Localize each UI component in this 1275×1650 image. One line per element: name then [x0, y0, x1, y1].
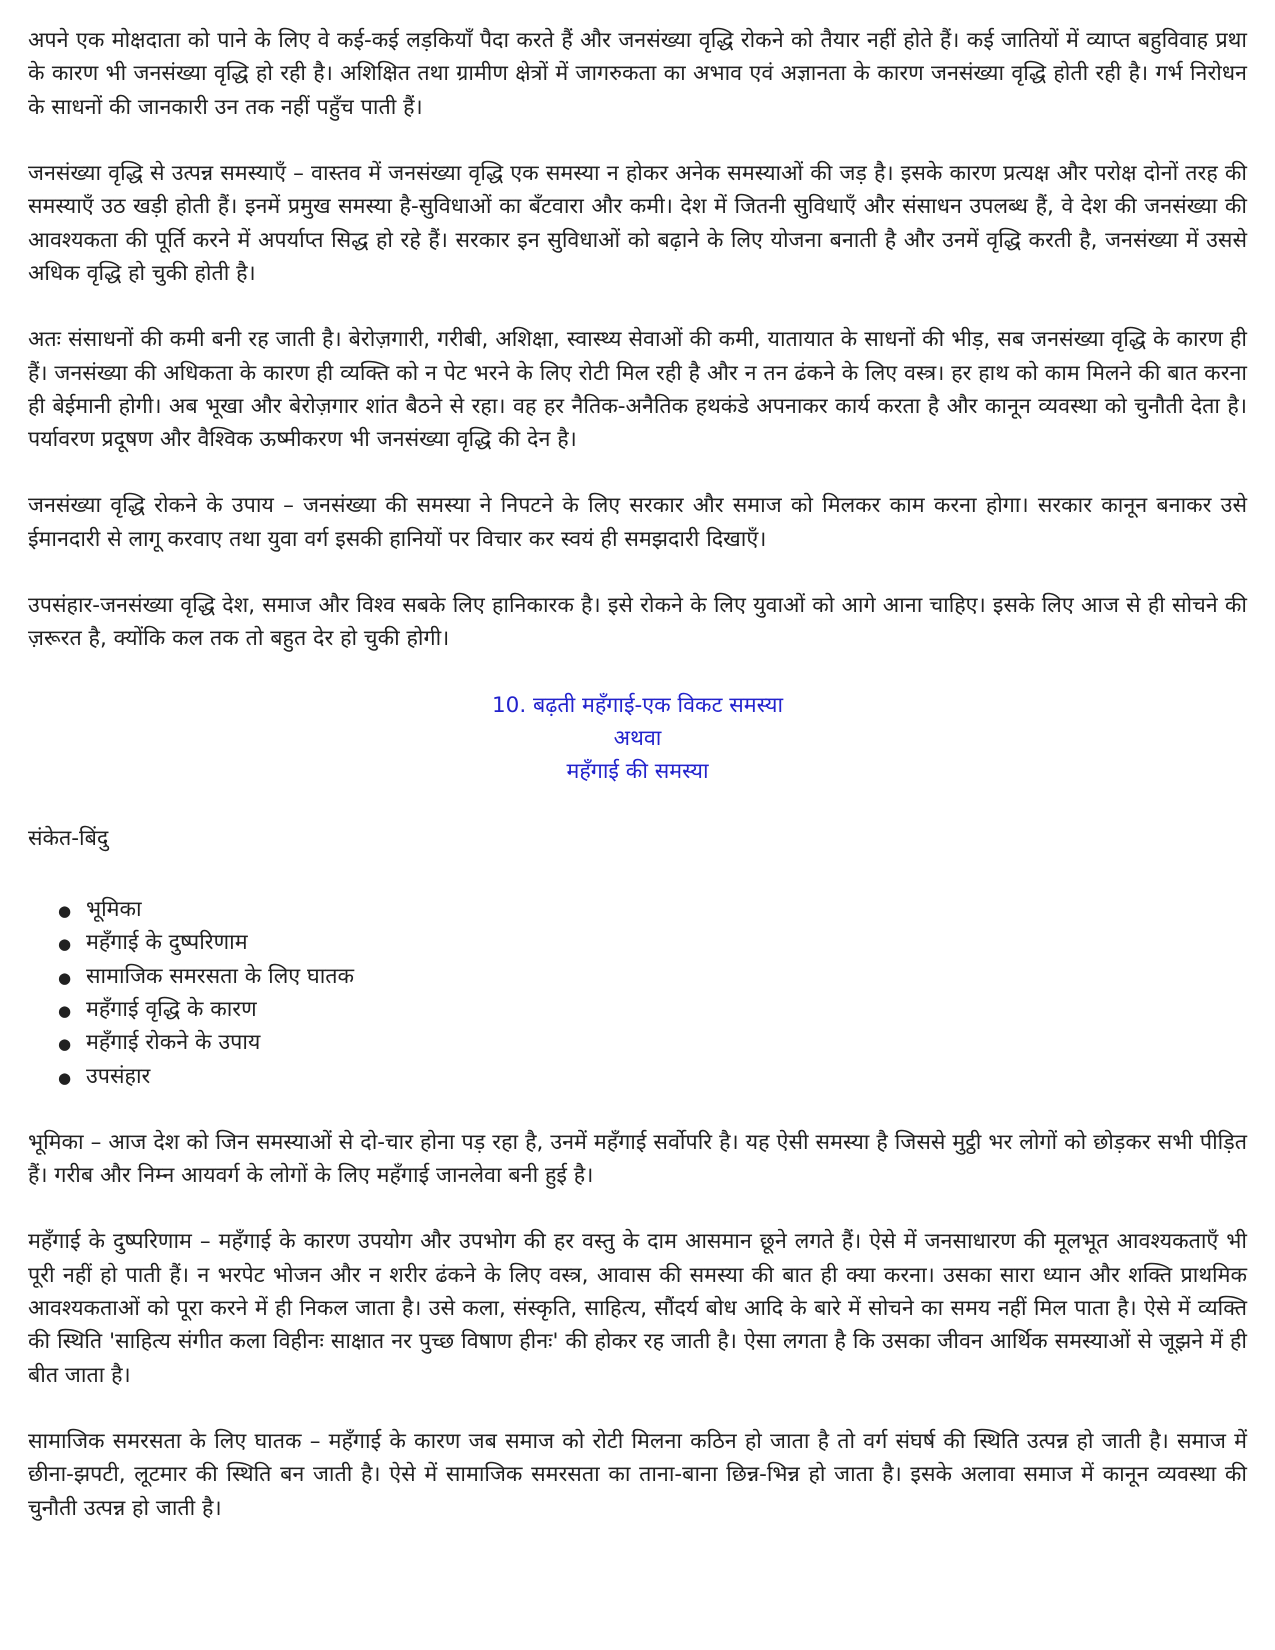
essay-heading — [28, 689, 1247, 789]
bullet-dot-icon: ● — [58, 1001, 72, 1020]
list-item — [58, 993, 1247, 1026]
paragraph: सामाजिक समरसता के लिए घातक – महँगाई के कारण जब समाज को रोटी मिलना कठिन हो जाता है तो वर्ग संघर्ष की स्थिति उत्पन्न हो जाती है। समाज में छीना-झपटी, लूटमार की स्थिति बन जाती है। ऐसे में सामाजिक समरसता का ताना-बाना छिन्न-भिन्न हो जाता है। इसके अलावा समाज में कानून व्यवस्था की चुनौती उत्पन्न हो जाती है। — [28, 1429, 1247, 1521]
list-item — [58, 1026, 1247, 1059]
hint-points-label: संकेत-बिंदु — [28, 825, 109, 851]
list-item-label: महँगाई रोकने के उपाय — [86, 1030, 261, 1056]
list-item-label: महँगाई के दुष्परिणाम — [86, 930, 248, 956]
bullet-dot-icon: ● — [58, 968, 72, 987]
bullet-dot-icon: ● — [58, 935, 72, 954]
paragraph: अतः संसाधनों की कमी बनी रह जाती है। बेरोज़गारी, गरीबी, अशिक्षा, स्वास्थ्य सेवाओं की कमी, यातायात के साधनों की भीड़, सब जनसंख्या वृद्धि के कारण ही हैं। जनसंख्या की अधिकता के कारण ही व्यक्ति को न पेट भरने के लिए रोटी मिल रही है और न तन ढंकने के लिए वस्त्र। हर हाथ को काम मिलने की बात करना ही बेईमानी होगी। अब भूखा और बेरोज़गार शांत बैठने से रहा। वह हर नैतिक-अनैतिक हथकंडे अपनाकर कार्य करता है और कानून व्यवस्था को चुनौती देता है। पर्यावरण प्रदूषण और वैश्विक ऊष्मीकरण भी जनसंख्या वृद्धि की देन है। — [28, 327, 1247, 453]
paragraph: जनसंख्या वृद्धि रोकने के उपाय – जनसंख्या की समस्या ने निपटने के लिए सरकार और समाज को मिलकर काम करना होगा। सरकार कानून बनाकर उसे ईमानदारी से लागू करवाए तथा युवा वर्ग इसकी हानियों पर विचार कर स्वयं ही समझदारी दिखाएँ। — [28, 493, 1247, 552]
essay-title: 10. बढ़ती महँगाई-एक विकट समस्या — [491, 692, 784, 718]
essay-population-section — [28, 24, 1247, 656]
paragraph: उपसंहार-जनसंख्या वृद्धि देश, समाज और विश्व सबके लिए हानिकारक है। इसे रोकने के लिए युवाओं को आगे आना चाहिए। इसके लिए आज से ही सोचने की ज़रूरत है, क्योंकि कल तक तो बहुत देर हो चुकी होगी। — [28, 593, 1247, 652]
essay-title-or: अथवा — [613, 726, 662, 751]
paragraph: जनसंख्या वृद्धि से उत्पन्न समस्याएँ – वास्तव में जनसंख्या वृद्धि एक समस्या न होकर अनेक समस्याओं की जड़ है। इसके कारण प्रत्यक्ष और परोक्ष दोनों तरह की समस्याएँ उठ खड़ी होती हैं। इनमें प्रमुख समस्या है-सुविधाओं का बँटवारा और कमी। देश में जितनी सुविधाएँ और संसाधन उपलब्ध हैं, वे देश की जनसंख्या की आवश्यकता की पूर्ति करने में अपर्याप्त सिद्ध हो रहे हैं। सरकार इन सुविधाओं को बढ़ाने के लिए योजना बनाती है और उनमें वृद्धि करती है, जनसंख्या में उससे अधिक वृद्धि हो चुकी होती है। — [28, 160, 1247, 286]
paragraph: अपने एक मोक्षदाता को पाने के लिए वे कई-कई लड़कियाँ पैदा करते हैं और जनसंख्या वृद्धि रोकने को तैयार नहीं होते हैं। कई जातियों में व्याप्त बहुविवाह प्रथा के कारण भी जनसंख्या वृद्धि हो रही है। अशिक्षित तथा ग्रामीण क्षेत्रों में जागरुकता का अभाव एवं अज्ञानता के कारण जनसंख्या वृद्धि होती रही है। गर्भ निरोधन के साधनों की जानकारी उन तक नहीं पहुँच पाती हैं। — [28, 28, 1247, 120]
list-item — [58, 960, 1247, 993]
bullet-dot-icon: ● — [58, 1035, 72, 1054]
list-item — [58, 1060, 1247, 1093]
list-item-label: महँगाई वृद्धि के कारण — [86, 996, 257, 1022]
list-item-label: भूमिका — [86, 896, 142, 922]
list-item — [58, 893, 1247, 926]
list-item-label: सामाजिक समरसता के लिए घातक — [86, 963, 355, 989]
bullet-dot-icon: ● — [58, 901, 72, 920]
essay-inflation-section — [28, 689, 1247, 1525]
paragraph: महँगाई के दुष्परिणाम – महँगाई के कारण उपयोग और उपभोग की हर वस्तु के दाम आसमान छूने लगते हैं। ऐसे में जनसाधारण की मूलभूत आवश्यकताएँ भी पूरी नहीं हो पाती हैं। न भरपेट भोजन और न शरीर ढंकने के लिए वस्त्र, आवास की समस्या की बात ही क्या करना। उसका सारा ध्यान और शक्ति प्राथमिक आवश्यकताओं को पूरा करने में ही निकल जाता है। उसे कला, संस्कृति, साहित्य, सौंदर्य बोध आदि के बारे में सोचने का समय नहीं मिल पाता है। ऐसे में व्यक्ति की स्थिति 'साहित्य संगीत कला विहीनः साक्षात नर पुच्छ विषाण हीनः' की होकर रह जाती है। ऐसा लगता है कि उसका जीवन आर्थिक समस्याओं से जूझने में ही बीत जाता है। — [28, 1229, 1247, 1388]
document-page — [28, 24, 1247, 1525]
hint-points-list — [28, 893, 1247, 1093]
essay-title-alt: महँगाई की समस्या — [566, 759, 709, 785]
list-item — [58, 926, 1247, 959]
list-item-label: उपसंहार — [86, 1063, 151, 1089]
paragraph: भूमिका – आज देश को जिन समस्याओं से दो-चार होना पड़ रहा है, उनमें महँगाई सर्वोपरि है। यह ऐसी समस्या है जिससे मुट्ठी भर लोगों को छोड़कर सभी पीड़ित हैं। गरीब और निम्न आयवर्ग के लोगों के लिए महँगाई जानलेवा बनी हुई है। — [28, 1129, 1247, 1189]
bullet-dot-icon: ● — [58, 1068, 72, 1087]
